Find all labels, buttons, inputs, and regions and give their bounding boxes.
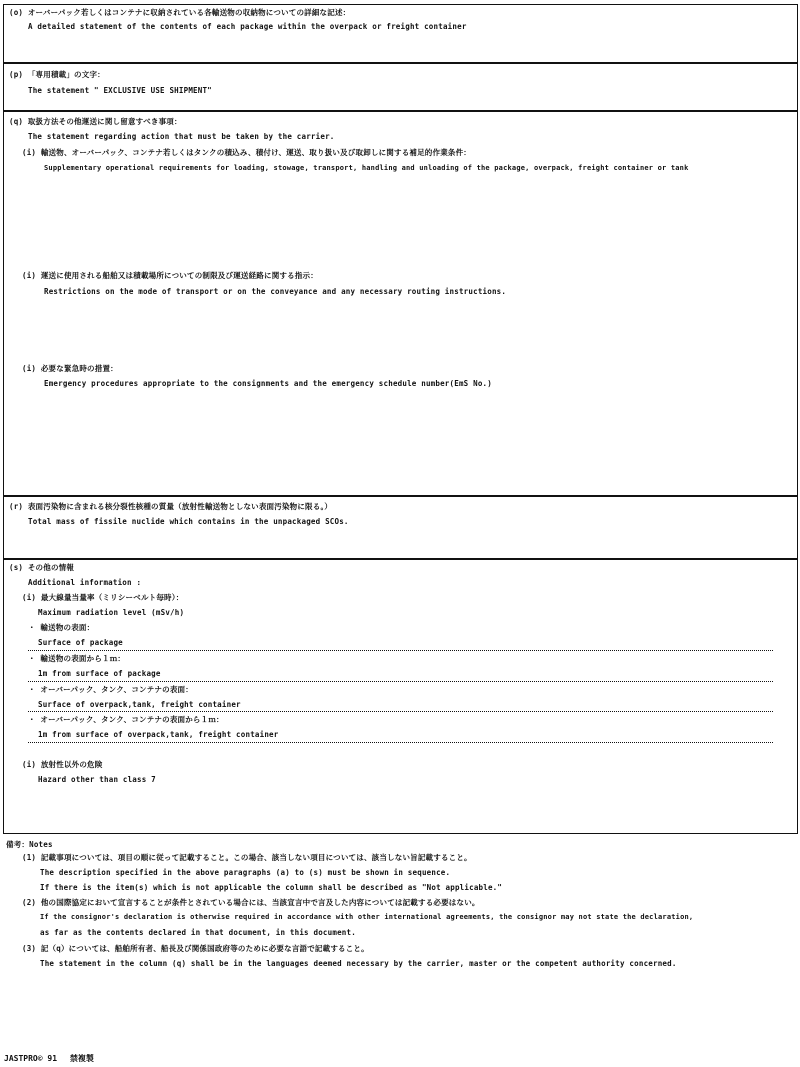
section-q-item-3-jp: (i) 必要な緊急時の措置： xyxy=(22,364,118,373)
section-s-english: Additional information : xyxy=(28,578,142,587)
section-q-item-2-jp: (i) 運送に使用される船舶又は積載場所についての制限及び運送経路に関する指示： xyxy=(22,271,318,280)
section-o-heading: (o) オーバーパック若しくはコンテナに収納されている各輸送物の収納物についての詳細な記述： xyxy=(9,8,351,17)
note-2-en2: as far as the contents declared in that document, in this document. xyxy=(40,928,356,937)
radiation-row-4-line xyxy=(28,742,773,743)
note-1-jp: (1) 記載事項については、項目の順に従って記載すること。この場合、該当しない項目については、該当しない旨記載すること。 xyxy=(22,853,472,862)
section-r-heading: (r) 表面汚染物に含まれる核分裂性核種の質量（放射性輸送物としない表面汚染物に限る。） xyxy=(9,502,333,511)
radiation-row-1-line xyxy=(28,650,773,651)
footer-publisher: JASTPRO xyxy=(4,1054,38,1063)
radiation-row-1-jp: ・ 輸送物の表面： xyxy=(28,623,95,632)
radiation-row-4-en: 1m from surface of overpack,tank, freight container xyxy=(38,730,279,739)
radiation-row-2-line xyxy=(28,681,773,682)
section-s-heading: (s) その他の情報 xyxy=(9,563,75,572)
note-2-jp: (2) 他の国際協定において宣言することが条件とされている場合には、当該宣言中で言及した内容については記載する必要はない。 xyxy=(22,898,480,907)
footer-suffix: 禁複製 xyxy=(69,1054,94,1063)
radiation-row-2-en: 1m from surface of package xyxy=(38,669,161,678)
section-s-radiation-jp: (i) 最大線量当量率（ミリシーベルト毎時）： xyxy=(22,593,184,602)
note-1-en2: If there is the item(s) which is not applicable the column shall be described as "Not applicable." xyxy=(40,883,503,892)
section-q-item-1-jp: (i) 輸送物、オーバーパック、コンテナ若しくはタンクの積込み、積付け、運送、取り扱い及び取卸しに関する補足的作業条件： xyxy=(22,148,472,157)
section-q-item-1-en: Supplementary operational requirements for loading, stowage, transport, handling and unloading of the package, overpack, freight container or tank xyxy=(44,164,689,172)
section-r-english: Total mass of fissile nuclide which contains in the unpackaged SCOs. xyxy=(28,517,349,526)
copyright-icon: © xyxy=(37,1054,43,1063)
section-s-radiation-en: Maximum radiation level (mSv/h) xyxy=(38,608,185,617)
section-q-english: The statement regarding action that must be taken by the carrier. xyxy=(28,132,335,141)
section-q-item-2-en: Restrictions on the mode of transport or on the conveyance and any necessary routing instructions. xyxy=(44,287,507,296)
note-1-en1: The description specified in the above paragraphs (a) to (s) must be shown in sequence. xyxy=(40,868,451,877)
section-q-heading: (q) 取扱方法その他運送に関し留意すべき事項： xyxy=(9,117,182,126)
note-3-jp: (3) 記（q）については、船舶所有者、船長及び関係国政府等のために必要な言語で記載すること。 xyxy=(22,944,369,953)
radiation-row-4-jp: ・ オーバーパック、タンク、コンテナの表面から１ｍ： xyxy=(28,715,224,724)
footer-publisher-line xyxy=(4,1053,94,1064)
note-2-en1: If the consignor's declaration is otherwise required in accordance with other international agreements, the consignor may not state the declaration, xyxy=(40,913,694,921)
radiation-row-3-line xyxy=(28,711,773,712)
radiation-row-3-en: Surface of overpack,tank, freight container xyxy=(38,700,241,709)
section-o-english: A detailed statement of the contents of each package within the overpack or freight container xyxy=(28,22,467,31)
radiation-row-3-jp: ・ オーバーパック、タンク、コンテナの表面： xyxy=(28,685,193,694)
section-p-heading: (p) 「専用積載」の文字： xyxy=(9,70,105,79)
notes-title: 備考：Notes xyxy=(6,840,53,849)
section-s-hazard-en: Hazard other than class 7 xyxy=(38,775,156,784)
note-3-en1: The statement in the column (q) shall be in the languages deemed necessary by the carrier, master or the competent authority concerned. xyxy=(40,959,677,968)
radiation-row-1-en: Surface of package xyxy=(38,638,123,647)
footer-year: 91 xyxy=(47,1054,58,1063)
section-q-item-3-en: Emergency procedures appropriate to the consignments and the emergency schedule number(EmS No.) xyxy=(44,379,492,388)
section-s-hazard-jp: (i) 放射性以外の危険 xyxy=(22,760,103,769)
radiation-row-2-jp: ・ 輸送物の表面から１ｍ： xyxy=(28,654,126,663)
section-p-english: The statement " EXCLUSIVE USE SHIPMENT" xyxy=(28,86,212,95)
